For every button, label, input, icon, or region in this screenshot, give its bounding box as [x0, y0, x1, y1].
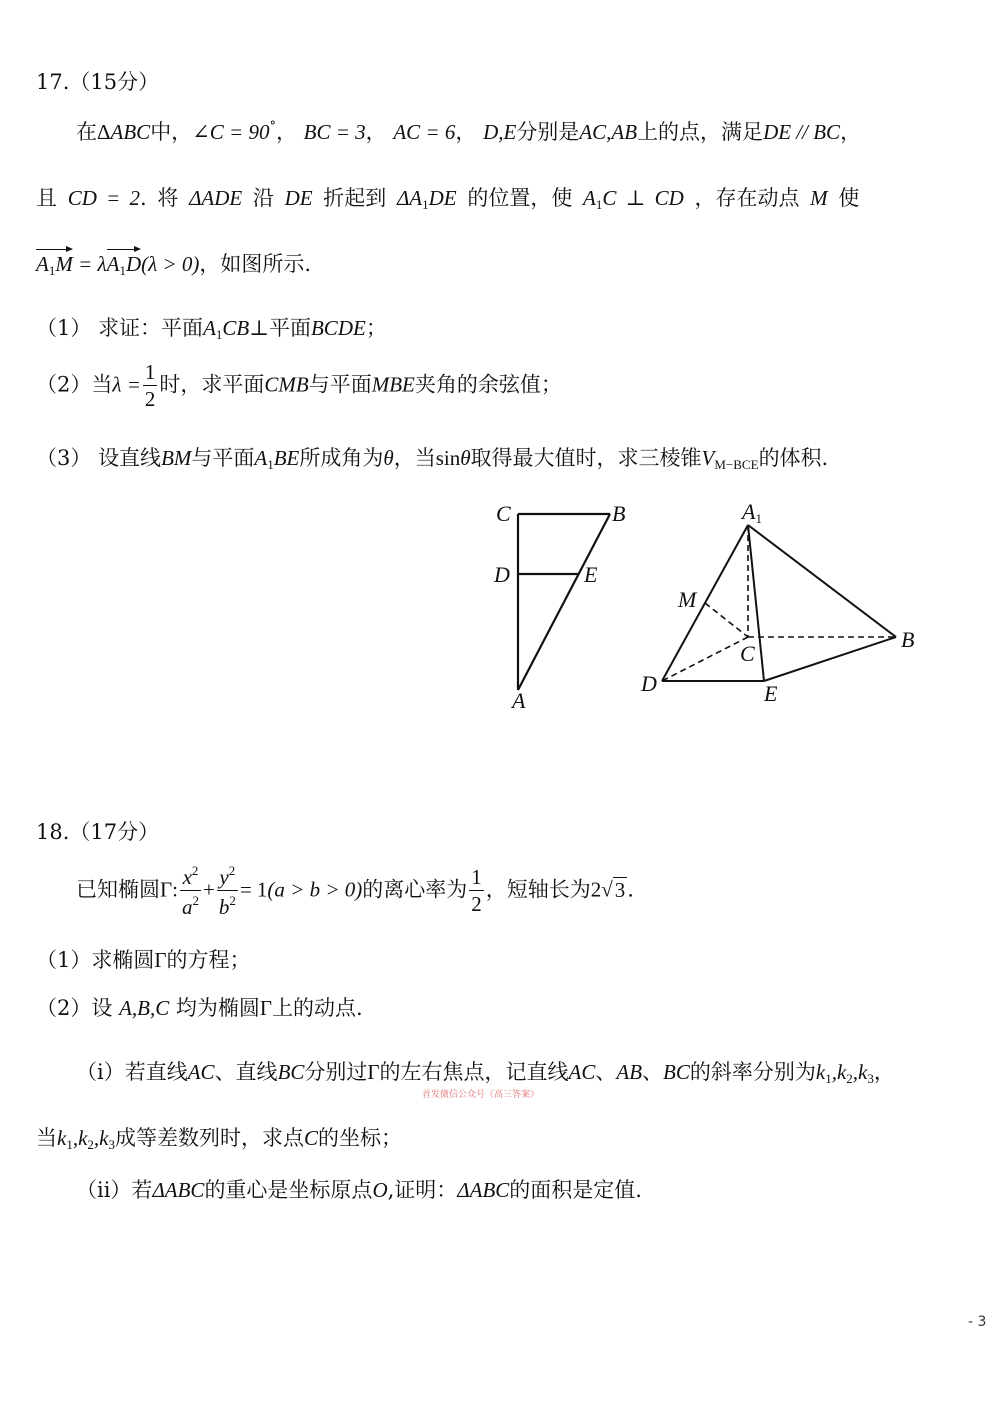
q17-line1: 在ΔABC中，∠C = 90°， BC = 3， AC = 6， D,E分别是AC,AB上的点，满足DE // BC， — [76, 119, 862, 144]
edge-m-c-dashed — [705, 603, 748, 637]
q18-part2-i: （i）若直线AC、直线BC分别过Γ的左右焦点，记直线AC、AB、BC的斜率分别为$k_1,k_2,k_3$， — [76, 1060, 895, 1086]
figure-pyramid — [630, 495, 930, 715]
label-e3d: E — [764, 681, 778, 706]
figure-triangle-abc — [480, 490, 650, 720]
label-c3d: C — [740, 641, 755, 666]
segment-ba — [518, 514, 610, 690]
edge-e-b — [764, 637, 896, 681]
label-d3d: D — [641, 671, 657, 696]
q18-part2-i-cont: 当$k_1,k_2,k_3$成等差数列时，求点C的坐标； — [36, 1126, 402, 1152]
label-b3d: B — [901, 627, 915, 652]
q17-part3: （3） 设直线BM与平面$A_1BE$所成角为θ，当sinθ取得最大值时，求三棱锥$V_{M-BCE}$的体积. — [36, 446, 829, 472]
label-b: B — [612, 501, 626, 526]
q18-line1: 已知椭圆Γ: $\frac{x^2}{a^2}$ + $\frac{y^2}{b^2}$ = 1(a > b > 0)的离心率为 $\frac{1}{2}$ ，短轴长为2√3. — [76, 863, 634, 919]
q18-part1: （1）求椭圆Γ的方程； — [36, 948, 251, 972]
q18-part2: （2）设 A,B,C 均为椭圆Γ上的动点. — [36, 996, 363, 1020]
label-e: E — [584, 562, 598, 587]
label-c: C — [496, 501, 511, 526]
label-m: M — [678, 587, 697, 612]
label-a1: A1 — [742, 499, 762, 526]
edge-a1-b — [748, 525, 896, 637]
q17-part1: （1） 求证：平面$A_1CB\perp$平面BCDE； — [36, 316, 387, 342]
q17-line2: 且 CD = 2. 将 ΔADE 沿 DE 折起到 $\Delta A_1DE$ 的位置，使 $A_1C$ ⊥ CD ，存在动点 M 使 — [36, 186, 860, 212]
q17-part2: （2）当λ = $\frac{1}{2}$ 时，求平面CMB与平面MBE夹角的余弦值； — [36, 360, 562, 411]
q18-part2-ii: （ii）若ΔABC的重心是坐标原点O,证明：ΔABC的面积是定值. — [76, 1178, 642, 1202]
label-a: A — [512, 688, 526, 713]
page-number: - 3 — [968, 1314, 987, 1330]
label-d: D — [494, 562, 510, 587]
watermark: 首发微信公众号《高三答案》 — [422, 1090, 540, 1100]
q18-header: 18.（17分） — [36, 820, 160, 844]
q17-line3: $A_1M = \lambda A_1D(\lambda > 0)$，如图所示. — [36, 252, 312, 278]
q17-header: 17.（15分） — [36, 70, 160, 94]
